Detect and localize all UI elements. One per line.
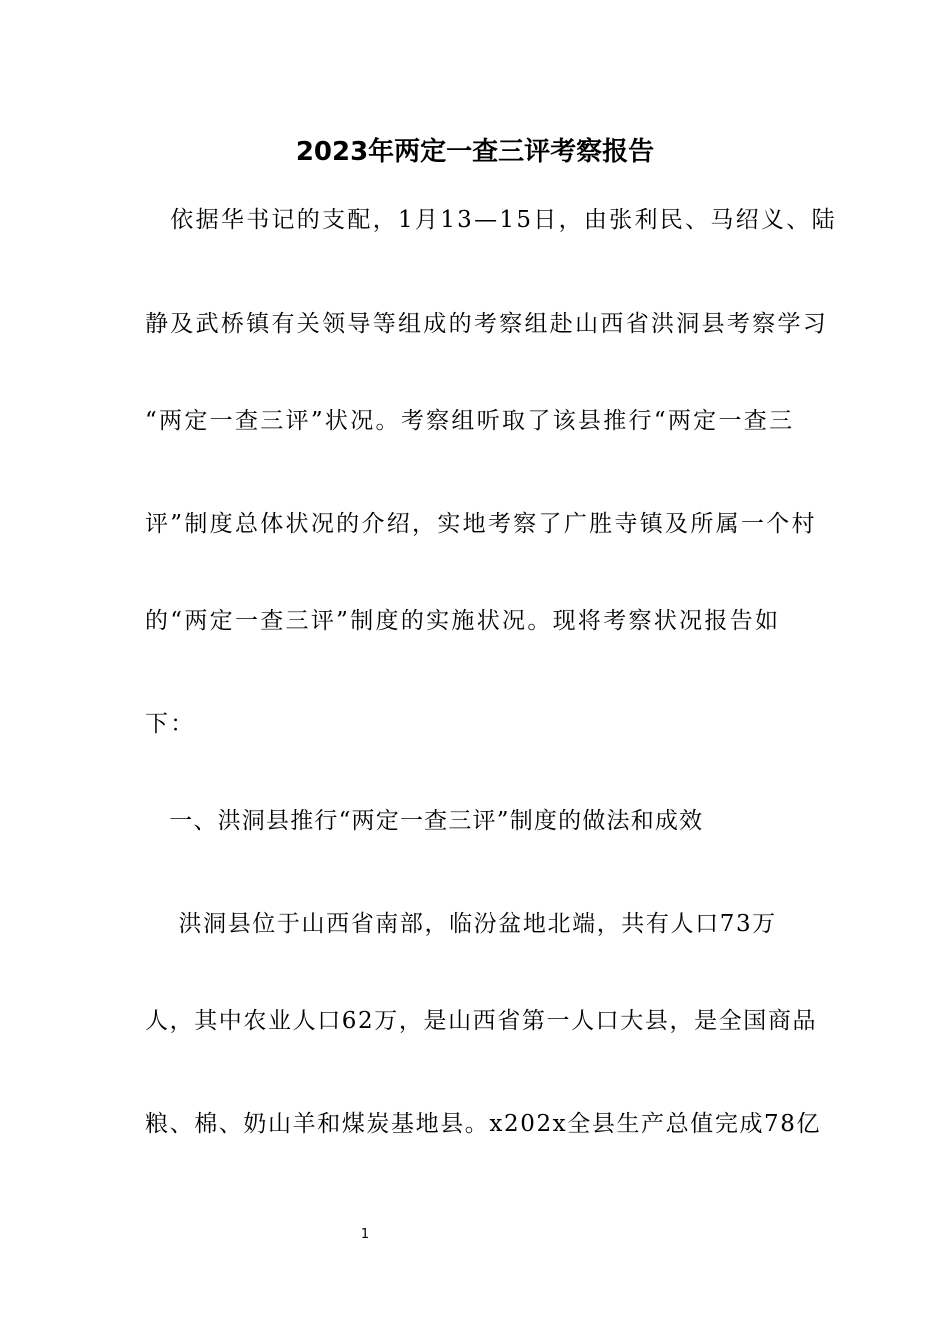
paragraph-line: 评”制度总体状况的介绍，实地考察了广胜寺镇及所属一个村 bbox=[145, 511, 817, 537]
page-number: 1 bbox=[360, 1227, 370, 1242]
paragraph-line: 依据华书记的支配，1月13—15日，由张利民、马绍义、陆 bbox=[145, 207, 837, 233]
paragraph-line: 洪洞县位于山西省南部，临汾盆地北端，共有人口73万 bbox=[145, 911, 777, 937]
paragraph-line: 静及武桥镇有关领导等组成的考察组赴山西省洪洞县考察学习 bbox=[145, 311, 829, 337]
paragraph-line: “两定一查三评”状况。考察组听取了该县推行“两定一查三 bbox=[145, 408, 795, 434]
paragraph-line: 的“两定一查三评”制度的实施状况。现将考察状况报告如 bbox=[145, 608, 781, 634]
document-title: 2023年两定一查三评考察报告 bbox=[295, 137, 655, 167]
paragraph-line: 粮、棉、奶山羊和煤炭基地县。x202x全县生产总值完成78亿 bbox=[145, 1111, 822, 1137]
paragraph-line: 人，其中农业人口62万，是山西省第一人口大县，是全国商品 bbox=[145, 1008, 818, 1034]
paragraph-line: 下： bbox=[145, 711, 196, 737]
section-heading: 一、洪洞县推行“两定一查三评”制度的做法和成效 bbox=[145, 808, 704, 834]
